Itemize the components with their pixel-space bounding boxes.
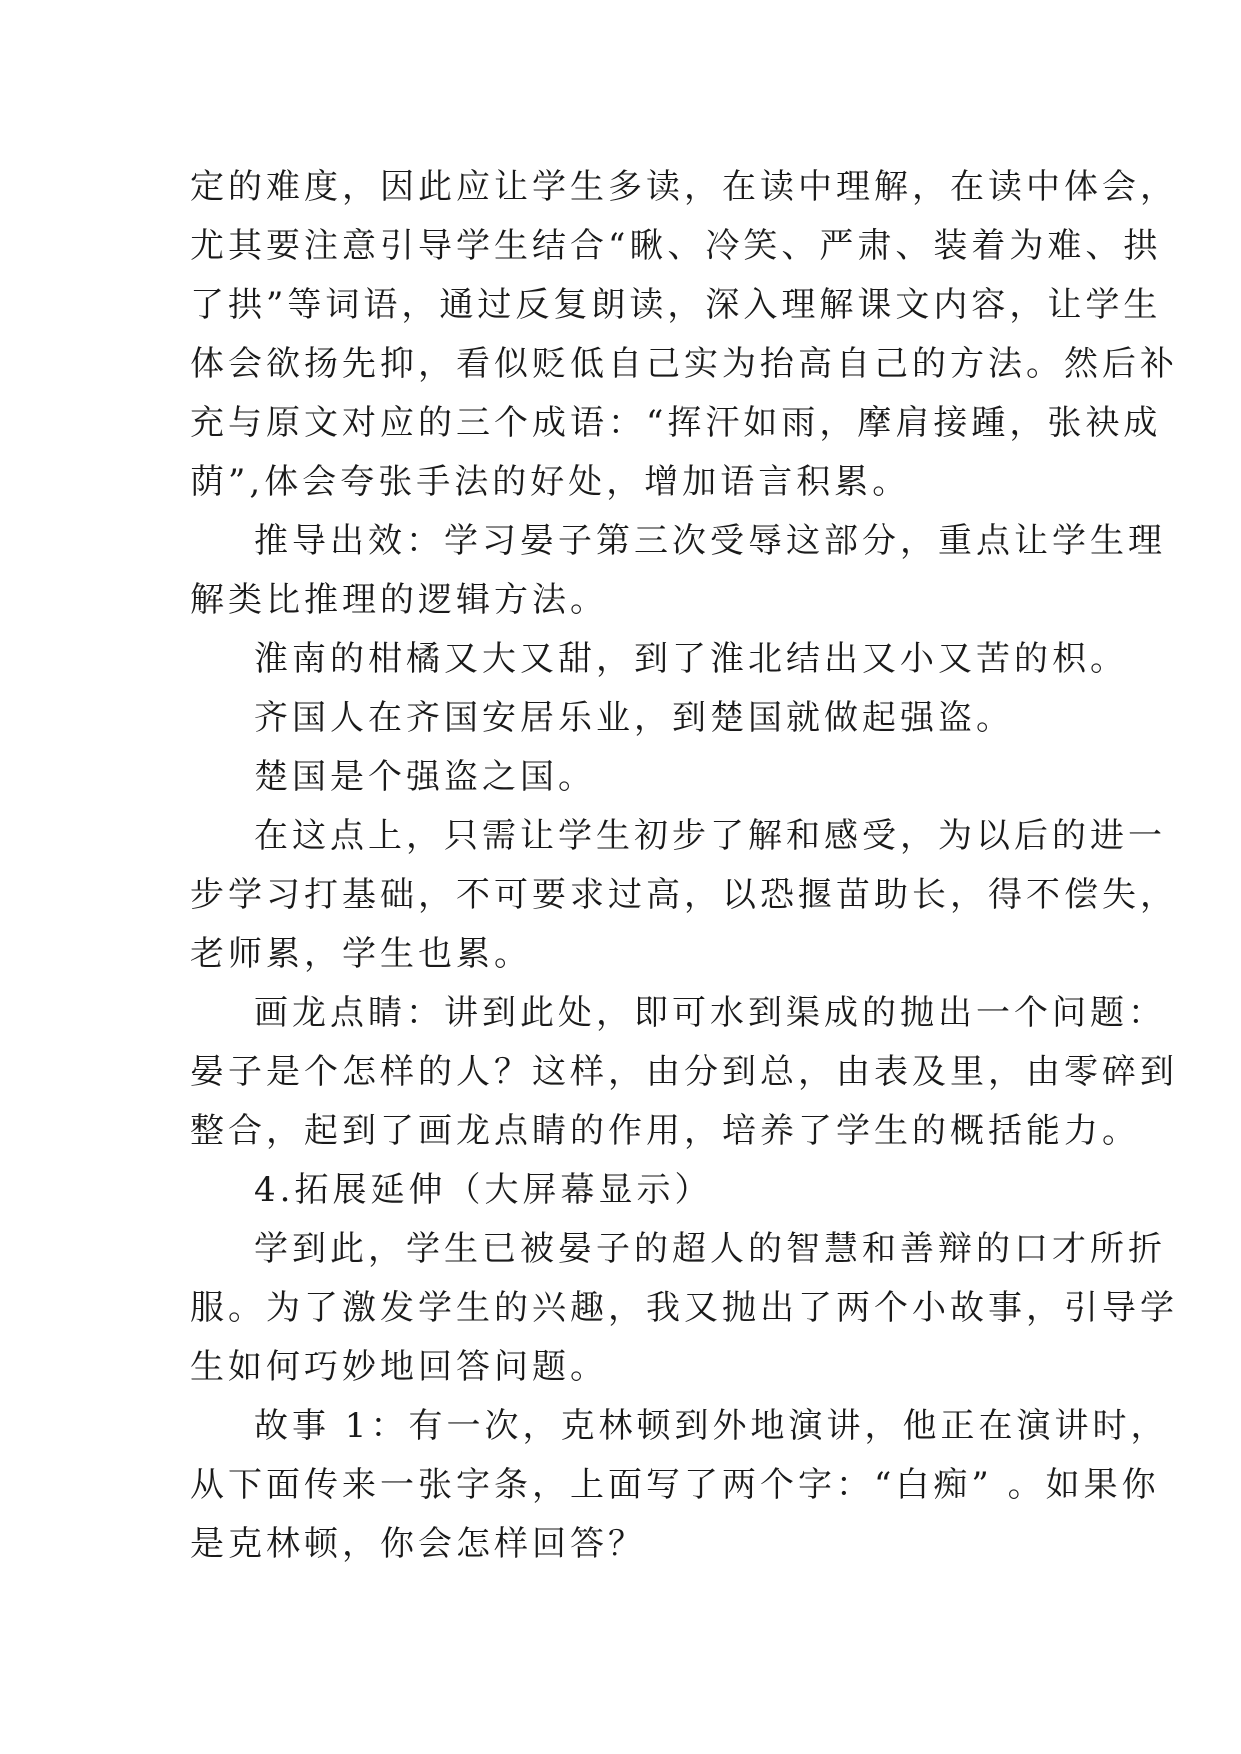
paragraph-start-line: 学到此，学生已被晏子的超人的智慧和善辩的口才所折 xyxy=(254,1229,1166,1269)
paragraph-start-line: 画龙点睛：讲到此处，即可水到渠成的抛出一个问题： xyxy=(254,993,1166,1033)
paragraph-start-line: 在这点上，只需让学生初步了解和感受，为以后的进一 xyxy=(254,816,1166,856)
paragraph-start-line: 淮南的柑橘又大又甜，到了淮北结出又小又苦的枳。 xyxy=(254,639,1128,679)
text-line: 步学习打基础，不可要求过高，以恐揠苗助长，得不偿失， xyxy=(190,875,1178,915)
text-line: 生如何巧妙地回答问题。 xyxy=(190,1347,608,1387)
text-line: 解类比推理的逻辑方法。 xyxy=(190,580,608,620)
text-line: 了拱”等词语，通过反复朗读，深入理解课文内容，让学生 xyxy=(190,285,1162,325)
text-line: 定的难度，因此应让学生多读，在读中理解，在读中体会， xyxy=(190,167,1178,207)
paragraph-start-line: 推导出效：学习晏子第三次受辱这部分，重点让学生理 xyxy=(254,521,1166,561)
paragraph-start-line: 故事 1：有一次，克林顿到外地演讲，他正在演讲时， xyxy=(254,1406,1169,1446)
text-line: 老师累，学生也累。 xyxy=(190,934,532,974)
text-line: 是克林顿，你会怎样回答？ xyxy=(190,1524,646,1564)
text-line: 充与原文对应的三个成语：“挥汗如雨，摩肩接踵，张袂成 xyxy=(190,403,1162,443)
text-line: 晏子是个怎样的人？这样，由分到总，由表及里，由零碎到 xyxy=(190,1052,1178,1092)
text-line: 尤其要注意引导学生结合“瞅、冷笑、严肃、装着为难、拱 xyxy=(190,226,1162,266)
body-text xyxy=(190,158,1178,1574)
paragraph-start-line: 楚国是个强盗之国。 xyxy=(254,757,596,797)
text-line: 荫”,体会夸张手法的好处，增加语言积累。 xyxy=(190,462,911,502)
paragraph-start-line: 齐国人在齐国安居乐业，到楚国就做起强盗。 xyxy=(254,698,1014,738)
text-line: 服。为了激发学生的兴趣，我又抛出了两个小故事，引导学 xyxy=(190,1288,1178,1328)
text-line: 从下面传来一张字条，上面写了两个字：“白痴” 。如果你 xyxy=(190,1465,1160,1505)
text-line: 整合，起到了画龙点睛的作用，培养了学生的概括能力。 xyxy=(190,1111,1140,1151)
section-heading: 4.拓展延伸（大屏幕显示） xyxy=(254,1170,713,1210)
text-line: 体会欲扬先抑，看似贬低自己实为抬高自己的方法。然后补 xyxy=(190,344,1178,384)
